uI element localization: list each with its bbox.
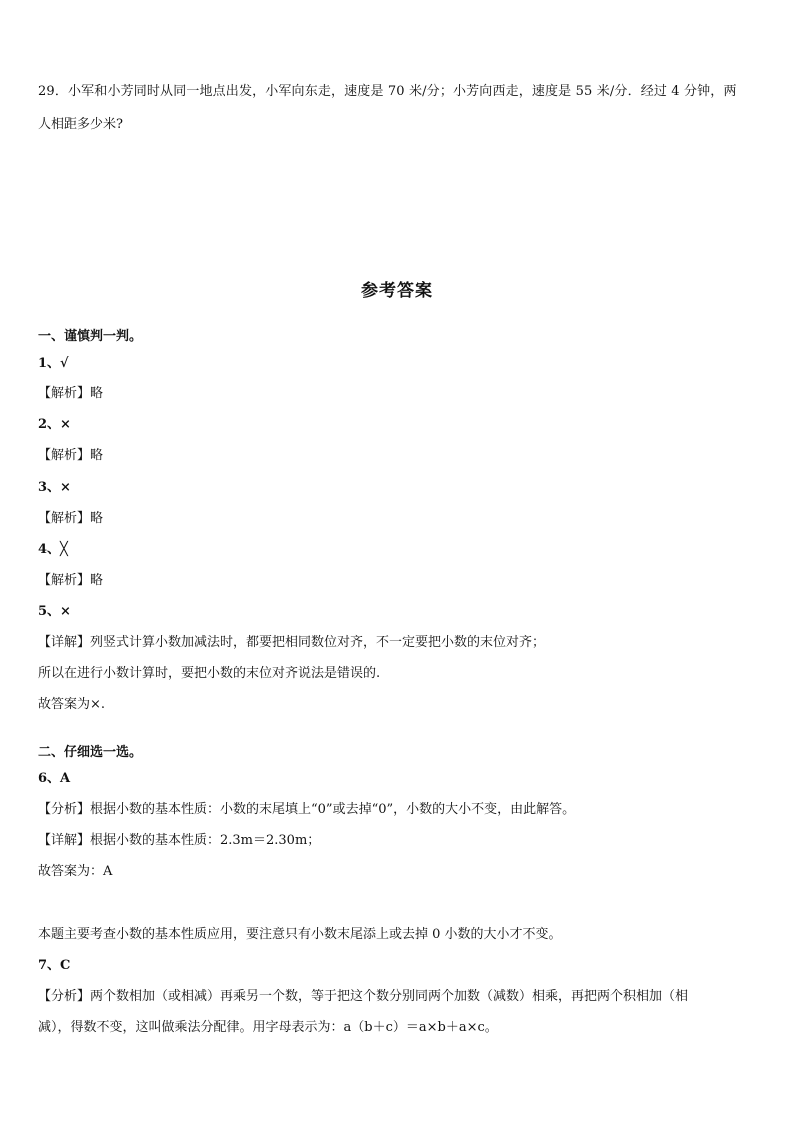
comment-6: 本题主要考查小数的基本性质应用，要注意只有小数末尾添上或去掉 0 小数的大小才不变。 <box>38 927 562 942</box>
question-29-line-2: 人相距多少米? <box>38 117 123 132</box>
answer-key-title: 参考答案 <box>361 281 433 301</box>
question-29-line-1: 29．小军和小芳同时从同一地点出发，小军向东走，速度是 70 米/分；小芳向西走，速度是 55 米/分．经过 4 分钟，两 <box>38 84 737 99</box>
answer-6: 6、A <box>38 771 71 786</box>
answer-3: 3、× <box>38 480 71 495</box>
analysis-7-line-1: 【分析】两个数相加（或相减）再乘另一个数，等于把这个数分别同两个加数（减数）相乘，再把两个积相加（相 <box>38 989 689 1004</box>
answer-1: 1、√ <box>38 356 69 371</box>
answer-5: 5、× <box>38 604 71 619</box>
analysis-6: 【分析】根据小数的基本性质：小数的末尾填上“0”或去掉“0”，小数的大小不变，由此解答。 <box>38 802 576 817</box>
analysis-7-line-2: 减），得数不变，这叫做乘法分配律。用字母表示为：a（b＋c）＝a×b＋a×c。 <box>38 1020 498 1035</box>
answer-4: 4、╳ <box>38 542 68 557</box>
section-2-heading: 二、仔细选一选。 <box>38 745 143 760</box>
detail-5-line-2: 所以在进行小数计算时，要把小数的末位对齐说法是错误的. <box>38 666 381 681</box>
answer-2: 2、× <box>38 417 71 432</box>
answer-7: 7、C <box>38 958 71 973</box>
analysis-3: 【解析】略 <box>38 511 104 526</box>
detail-6: 【详解】根据小数的基本性质：2.3m＝2.30m； <box>38 833 321 848</box>
analysis-4: 【解析】略 <box>38 573 104 588</box>
analysis-1: 【解析】略 <box>38 386 104 401</box>
analysis-2: 【解析】略 <box>38 448 104 463</box>
result-6: 故答案为：A <box>38 864 113 879</box>
section-1-heading: 一、谨慎判一判。 <box>38 329 143 344</box>
result-5: 故答案为×. <box>38 697 106 712</box>
detail-5-line-1: 【详解】列竖式计算小数加减法时，都要把相同数位对齐，不一定要把小数的末位对齐； <box>38 635 546 650</box>
